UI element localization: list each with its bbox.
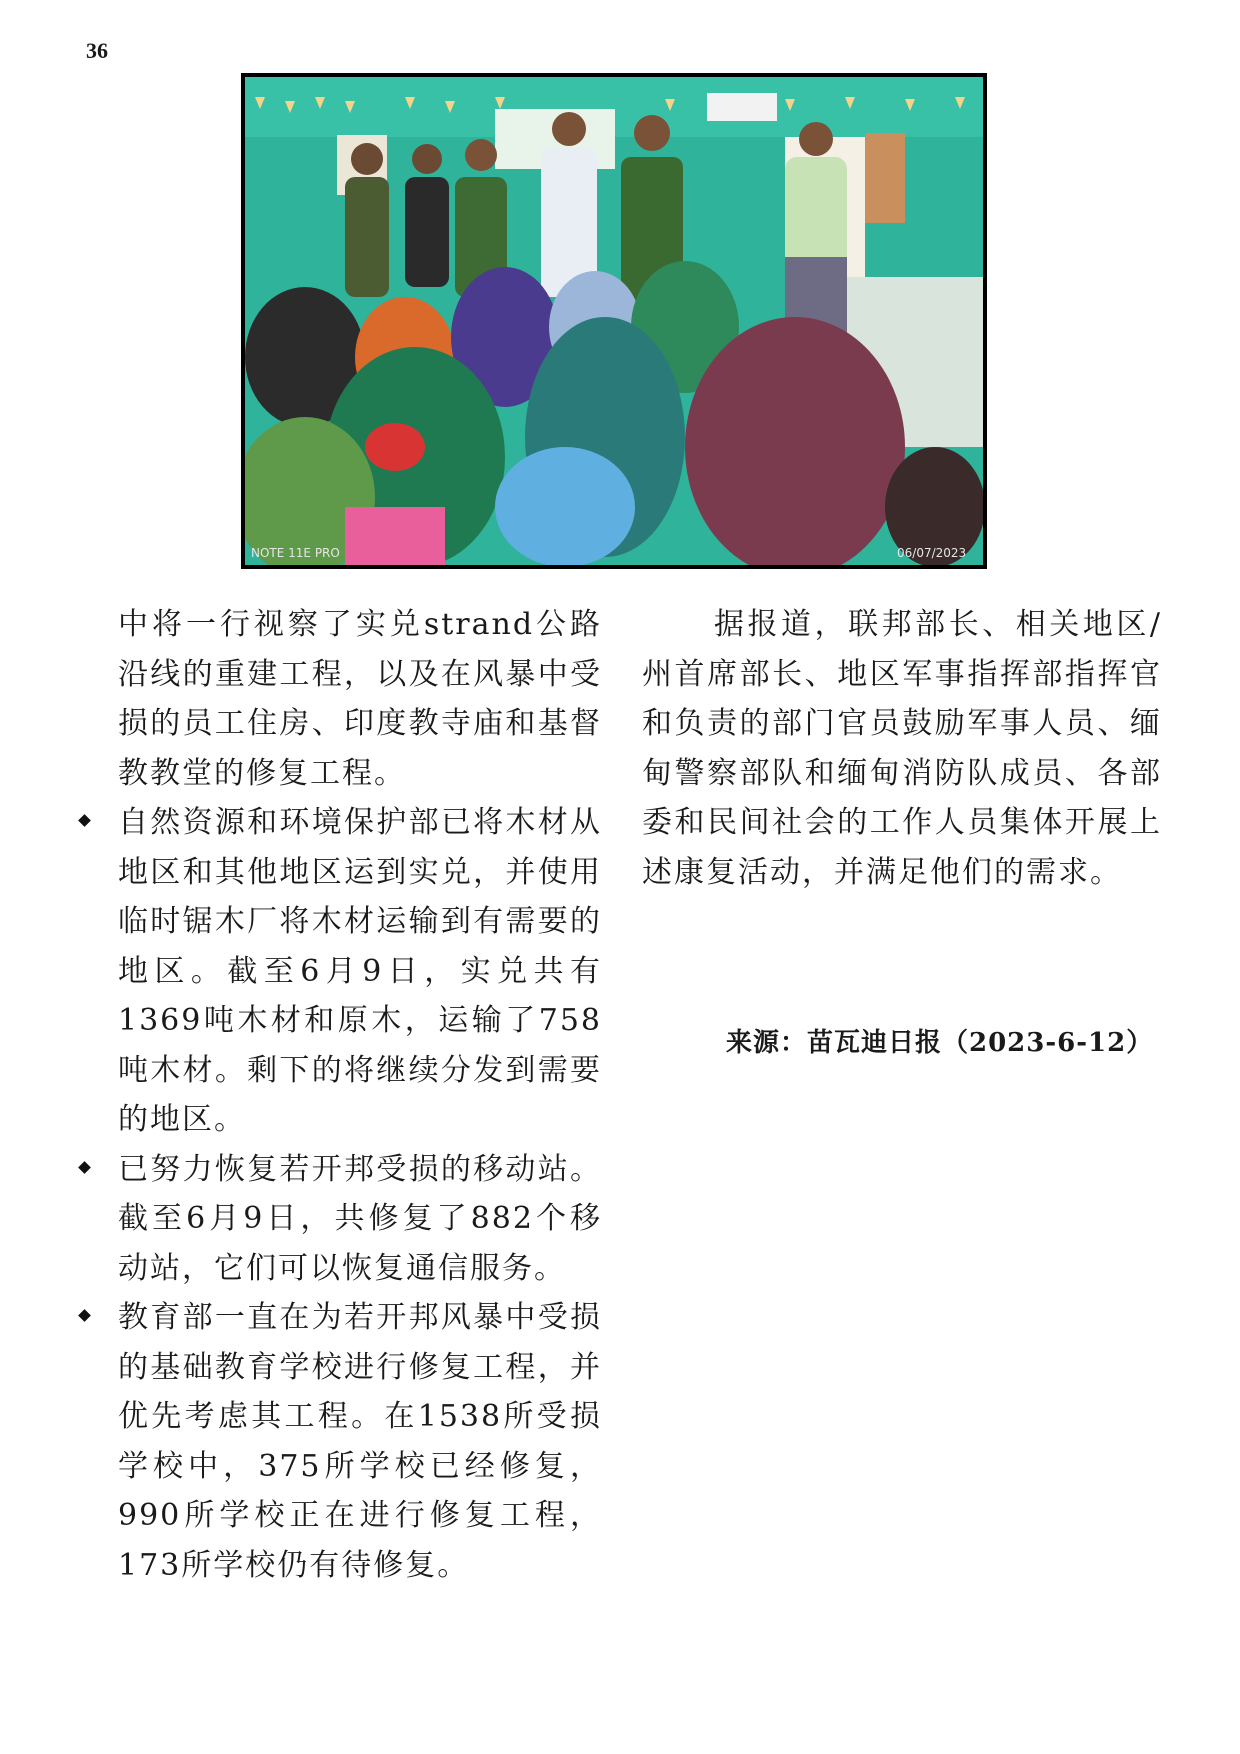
bullet-text: 教育部一直在为若开邦风暴中受损的基础教育学校进行修复工程，并优先考虑其工程。在1538所受损学校中，375所学校已经修复，990所学校正在进行修复工程，173所学校仍有待修复。 bbox=[118, 1300, 602, 1583]
diamond-bullet-icon bbox=[78, 1161, 91, 1174]
news-photo bbox=[241, 73, 987, 569]
right-column bbox=[642, 600, 1162, 897]
photo-watermark-left: NOTE 11E PRO bbox=[251, 546, 340, 560]
photo-watermark-right: 06/07/2023 bbox=[897, 546, 967, 560]
bullet-item-schools bbox=[118, 1293, 602, 1590]
photo-illustration bbox=[245, 77, 983, 565]
bullet-item-mobile-stations bbox=[118, 1145, 602, 1294]
continuation-paragraph: 中将一行视察了实兑strand公路沿线的重建工程，以及在风暴中受损的员工住房、印度教寺庙和基督教教堂的修复工程。 bbox=[118, 607, 602, 791]
diamond-bullet-icon bbox=[78, 1309, 91, 1322]
left-column bbox=[118, 600, 602, 1590]
bullet-text: 自然资源和环境保护部已将木材从地区和其他地区运到实兑，并使用临时锯木厂将木材运输到有需要的地区。截至6月9日，实兑共有1369吨木材和原木，运输了758吨木材。剩下的将继续分发到需要的地区。 bbox=[118, 805, 602, 1137]
bullet-item-timber bbox=[118, 798, 602, 1145]
bullet-text: 已努力恢复若开邦受损的移动站。截至6月9日，共修复了882个移动站，它们可以恢复通信服务。 bbox=[118, 1151, 602, 1286]
source-citation: 来源：苗瓦迪日报（2023-6-12） bbox=[726, 1028, 1154, 1058]
report-paragraph: 据报道，联邦部长、相关地区/州首席部长、地区军事指挥部指挥官和负责的部门官员鼓励军事人员、缅甸警察部队和缅甸消防队成员、各部委和民间社会的工作人员集体开展上述康复活动，并满足他们的需求。 bbox=[642, 607, 1162, 890]
diamond-bullet-icon bbox=[78, 814, 91, 827]
page-number: 36 bbox=[86, 38, 108, 63]
